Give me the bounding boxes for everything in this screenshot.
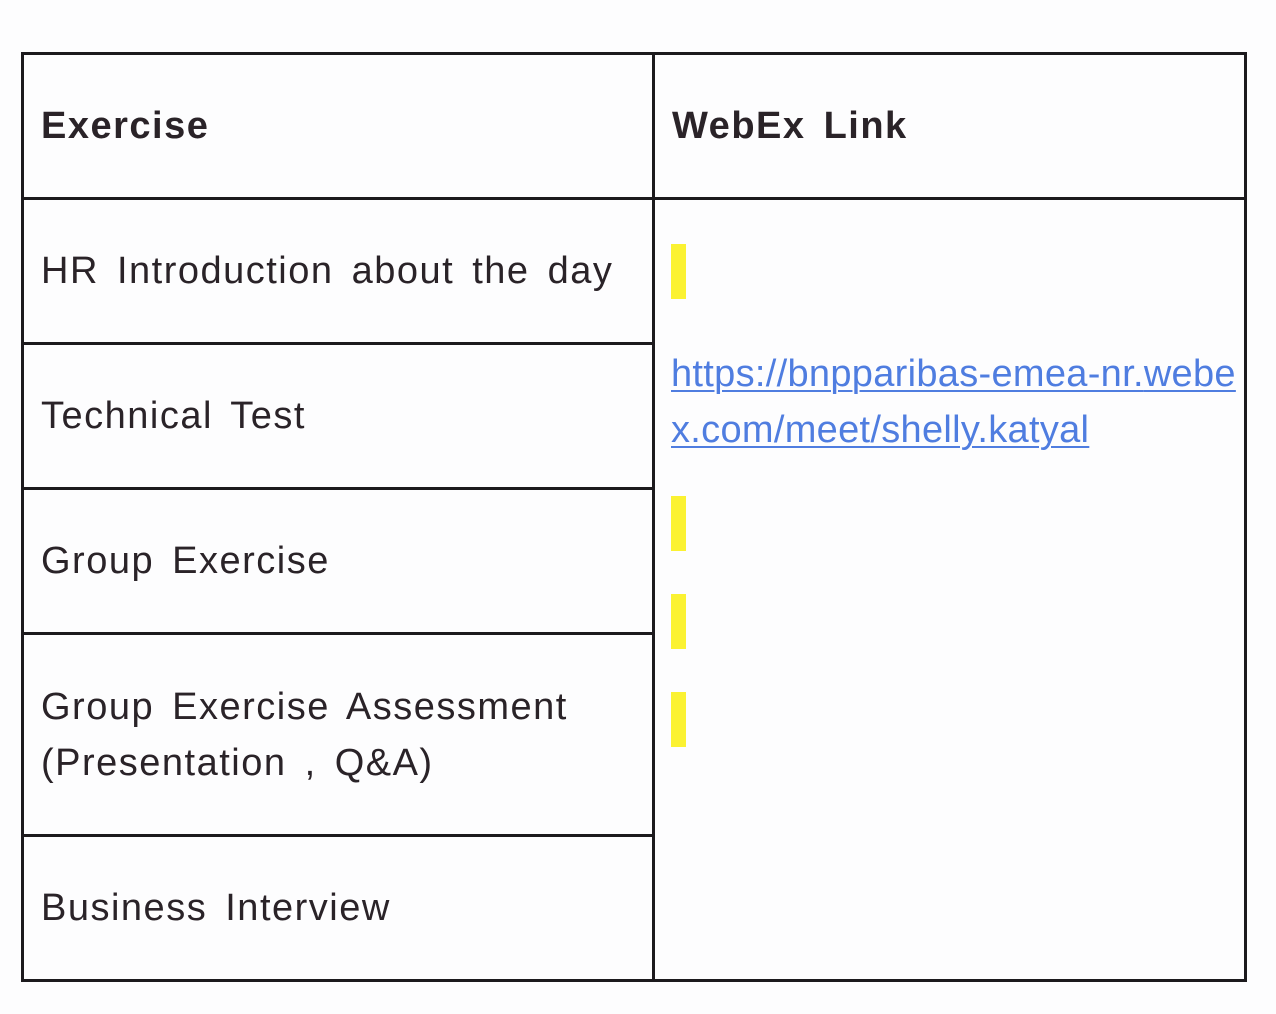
webex-link-line-2: webex.com/meet/shelly.katyal — [671, 353, 1236, 452]
schedule-table — [21, 52, 1247, 982]
highlight-marker — [671, 692, 686, 747]
exercise-cell: HR Introduction about the day — [23, 199, 654, 344]
highlight-marker — [671, 496, 686, 551]
header-webex-link: WebEx Link — [654, 54, 1246, 199]
webex-meeting-link[interactable] — [671, 346, 1241, 458]
exercise-cell: Group Exercise Assessment (Presentation , Q&A) — [23, 634, 654, 836]
exercise-cell: Business Interview — [23, 835, 654, 980]
webex-link-line-1: https://bnpparibas-emea-nr. — [671, 353, 1144, 396]
exercise-cell: Technical Test — [23, 344, 654, 489]
header-exercise: Exercise — [23, 54, 654, 199]
highlight-marker — [671, 244, 686, 299]
exercise-cell: Group Exercise — [23, 489, 654, 634]
table-row — [23, 199, 1246, 344]
webex-link-cell — [654, 199, 1246, 981]
highlight-marker — [671, 594, 686, 649]
table-header-row — [23, 54, 1246, 199]
